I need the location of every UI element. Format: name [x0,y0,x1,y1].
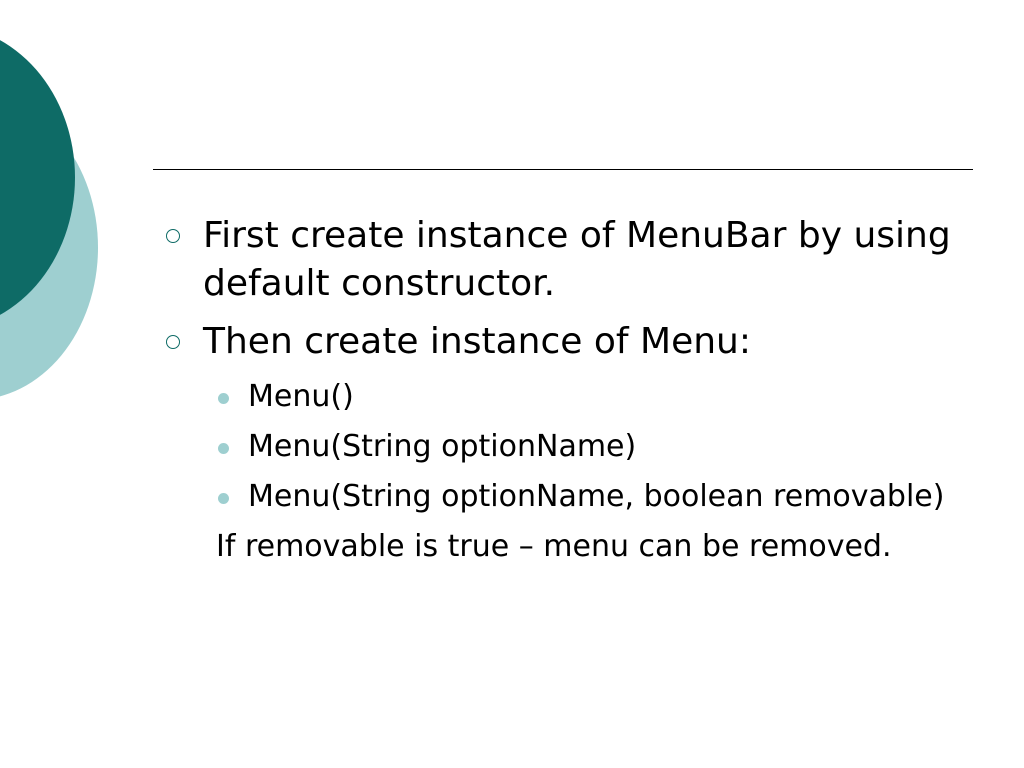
sub-bullet-item [248,426,980,468]
bullet-text: First create instance of MenuBar by using default constructor. [203,215,951,304]
filled-dot-bullet-icon [218,493,229,504]
sub-bullet-item [248,476,980,518]
sub-bullet-text: Menu() [248,379,354,414]
hollow-circle-bullet-icon [166,229,180,243]
title-divider [153,169,973,170]
bullet-item [160,318,980,366]
bullet-item [160,212,980,308]
sub-bullet-text: Menu(String optionName) [248,429,637,464]
sub-bullet-item [248,376,980,418]
filled-dot-bullet-icon [218,393,229,404]
slide-content [160,212,980,568]
note-text: If removable is true – menu can be removed. [216,529,892,564]
hollow-circle-bullet-icon [166,335,180,349]
bullet-text: Then create instance of Menu: [203,321,751,362]
filled-dot-bullet-icon [218,443,229,454]
sub-bullet-text: Menu(String optionName, boolean removable) [248,479,945,514]
